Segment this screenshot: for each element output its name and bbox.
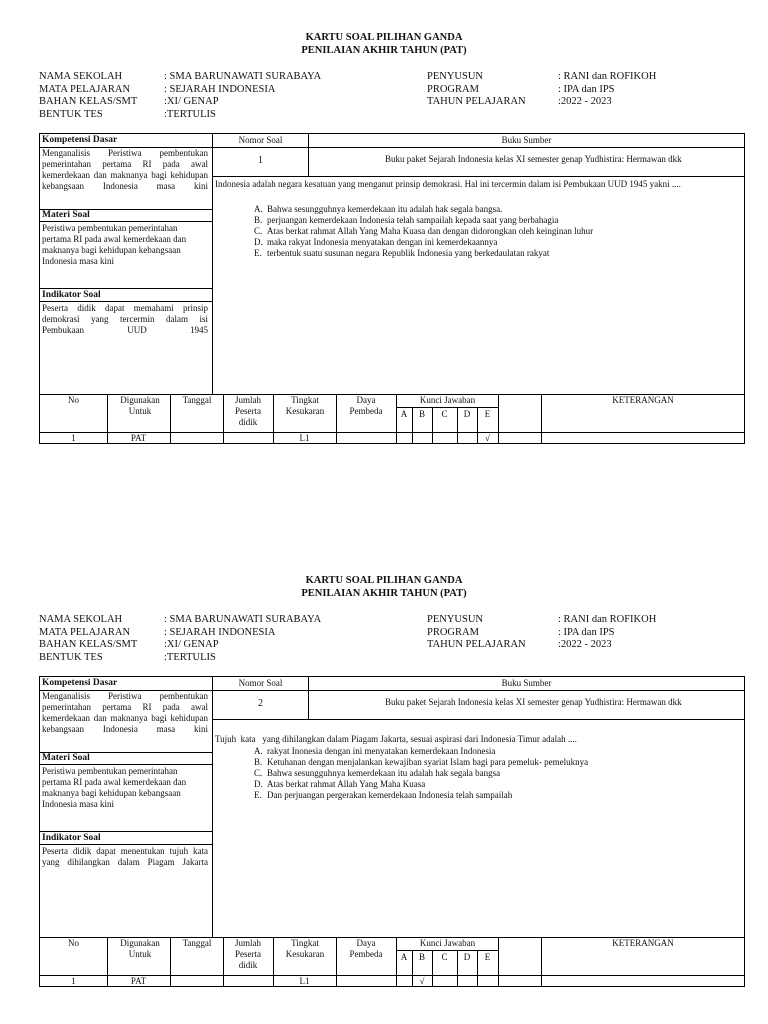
tahun-pelajaran-label: TAHUN PELAJARAN	[427, 639, 526, 650]
footer-tingkat-kesukaran: Tingkat Kesukaran	[285, 395, 325, 416]
materi-soal-text: Peristiwa pembentukan pemerintahan pertama RI pada awal kemerdekaan dan maknanya bagi kehidupan kebangsaan Indonesia masa kini	[42, 766, 187, 809]
question-card-2	[0, 543, 768, 1003]
row-no: 1	[71, 976, 76, 986]
mata-pelajaran-value: : SEJARAH INDONESIA	[164, 84, 276, 95]
option-e: E. terbentuk suatu susunan negara Republik Indonesia yang berkedaulatan rakyat	[254, 248, 550, 258]
buku-sumber-heading: Buku Sumber	[501, 678, 552, 688]
indikator-soal-heading: Indikator Soal	[42, 290, 101, 300]
footer-tanggal: Tanggal	[182, 938, 212, 948]
kunci-b: B	[418, 409, 425, 419]
bahan-kelas-label: BAHAN KELAS/SMT	[39, 96, 138, 107]
mata-pelajaran-label: MATA PELAJARAN	[39, 84, 131, 95]
question-table	[39, 676, 745, 987]
option-d: D. Atas berkat rahmat Allah Yang Maha Kuasa	[254, 779, 426, 789]
kompetensi-dasar-text: Menganalisis Peristiwa pembentukan pemerintahan pertama RI pada awal kemerdekaan dan maknanya bagi kehidupan kebangsaan Indonesia masa kini	[42, 691, 208, 734]
footer-tanggal: Tanggal	[182, 395, 212, 405]
footer-keterangan: KETERANGAN	[612, 938, 674, 948]
nama-sekolah-label: NAMA SEKOLAH	[39, 71, 123, 82]
buku-sumber-value: Buku paket Sejarah Indonesia kelas XI semester genap Yudhistira: Hermawan dkk	[385, 154, 682, 164]
footer-daya-pembeda: Daya Pembeda	[349, 938, 383, 959]
row-answer-check: √	[485, 433, 490, 443]
indikator-soal-heading: Indikator Soal	[42, 833, 101, 843]
kunci-d: D	[463, 952, 471, 962]
kunci-a: A	[400, 952, 408, 962]
penyusun-value: : RANI dan ROFIKOH	[558, 71, 657, 82]
kompetensi-dasar-text: Menganalisis Peristiwa pembentukan pemerintahan pertama RI pada awal kemerdekaan dan maknanya bagi kehidupan kebangsaan Indonesia masa kini	[42, 148, 208, 191]
bentuk-tes-value: :TERTULIS	[164, 652, 216, 663]
nomor-soal-value: 2	[258, 698, 263, 709]
tahun-pelajaran-value: :2022 - 2023	[558, 96, 612, 107]
bahan-kelas-label: BAHAN KELAS/SMT	[39, 639, 138, 650]
nomor-soal-heading: Nomor Soal	[238, 135, 283, 145]
footer-tingkat-kesukaran: Tingkat Kesukaran	[285, 938, 325, 959]
tahun-pelajaran-label: TAHUN PELAJARAN	[427, 96, 526, 107]
footer-kunci-jawaban: Kunci Jawaban	[419, 938, 476, 948]
kunci-d: D	[463, 409, 471, 419]
kompetensi-dasar-heading: Kompetensi Dasar	[42, 678, 118, 688]
nama-sekolah-label: NAMA SEKOLAH	[39, 614, 123, 625]
option-c: C. Atas berkat rahmat Allah Yang Maha Kuasa dan dengan didorongkan oleh keinginan luhur	[254, 226, 594, 236]
footer-jumlah-peserta: Jumlah Peserta didik	[235, 938, 261, 970]
mata-pelajaran-label: MATA PELAJARAN	[39, 627, 131, 638]
option-d: D. maka rakyat Indonesia menyatakan dengan ini kemerdekaannya	[254, 237, 498, 247]
row-tingkat: L1	[299, 433, 310, 443]
program-label: PROGRAM	[427, 627, 479, 638]
bentuk-tes-value: :TERTULIS	[164, 109, 216, 120]
option-b: B. Ketuhanan dengan menjalankan kewajiban syariat Islam bagi para pemeluk- pemeluknya	[254, 757, 589, 767]
row-no: 1	[71, 433, 76, 443]
mata-pelajaran-value: : SEJARAH INDONESIA	[164, 627, 276, 638]
kunci-e: E	[484, 952, 491, 962]
card-title: KARTU SOAL PILIHAN GANDA	[305, 575, 463, 586]
footer-jumlah-peserta: Jumlah Peserta didik	[235, 395, 261, 427]
materi-soal-heading: Materi Soal	[42, 210, 90, 220]
materi-soal-text: Peristiwa pembentukan pemerintahan pertama RI pada awal kemerdekaan dan maknanya bagi kehidupan kebangsaan Indonesia masa kini	[42, 223, 187, 266]
tahun-pelajaran-value: :2022 - 2023	[558, 639, 612, 650]
penyusun-label: PENYUSUN	[427, 614, 484, 625]
indikator-soal-text: Peserta didik dapat menentukan tujuh kata yang dihilangkan dalam Piagam Jakarta	[42, 846, 208, 867]
nomor-soal-value: 1	[258, 155, 263, 166]
question-text: Tujuh kata yang dihilangkan dalam Piagam Jakarta, sesuai aspirasi dari Indonesia Timur adalah ....	[215, 734, 577, 744]
bahan-kelas-value: :XI/ GENAP	[164, 96, 219, 107]
row-tingkat: L1	[299, 976, 310, 986]
penyusun-value: : RANI dan ROFIKOH	[558, 614, 657, 625]
row-digunakan: PAT	[130, 976, 147, 986]
card-subtitle: PENILAIAN AKHIR TAHUN (PAT)	[301, 588, 467, 599]
indikator-soal-text: Peserta didik dapat memahami prinsip demokrasi yang tercermin dalam isi Pembukaan UUD 1945	[42, 303, 208, 335]
answer-options	[254, 204, 734, 259]
program-label: PROGRAM	[427, 84, 479, 95]
buku-sumber-heading: Buku Sumber	[501, 135, 552, 145]
footer-keterangan: KETERANGAN	[612, 395, 674, 405]
nama-sekolah-value: : SMA BARUNAWATI SURABAYA	[164, 614, 322, 625]
option-e: E. Dan perjuangan pergerakan kemerdekaan Indonesia telah sampailah	[254, 790, 513, 800]
materi-soal-heading: Materi Soal	[42, 753, 90, 763]
footer-no: No	[68, 938, 79, 948]
footer-digunakan-untuk: Digunakan Untuk	[120, 938, 160, 959]
nomor-soal-heading: Nomor Soal	[238, 678, 283, 688]
kunci-c: C	[441, 952, 448, 962]
nama-sekolah-value: : SMA BARUNAWATI SURABAYA	[164, 71, 322, 82]
question-table	[39, 133, 745, 444]
card-title: KARTU SOAL PILIHAN GANDA	[305, 32, 463, 43]
question-text: Indonesia adalah negara kesatuan yang menganut prinsip demokrasi. Hal ini tercermin dalam isi Pembukaan UUD 1945 yakni ....	[215, 179, 681, 189]
bentuk-tes-label: BENTUK TES	[39, 109, 103, 120]
footer-daya-pembeda: Daya Pembeda	[349, 395, 383, 416]
card-subtitle: PENILAIAN AKHIR TAHUN (PAT)	[301, 45, 467, 56]
option-c: C. Bahwa sesungguhnya kemerdekaan itu adalah hak segala bangsa	[254, 768, 501, 778]
bahan-kelas-value: :XI/ GENAP	[164, 639, 219, 650]
kunci-a: A	[400, 409, 408, 419]
option-a: A. Bahwa sesungguhnya kemerdekaan itu adalah hak segala bangsa.	[254, 204, 503, 214]
kompetensi-dasar-heading: Kompetensi Dasar	[42, 135, 118, 145]
row-answer-check: √	[419, 976, 425, 986]
kunci-c: C	[441, 409, 448, 419]
footer-kunci-jawaban: Kunci Jawaban	[419, 395, 476, 405]
program-value: : IPA dan IPS	[558, 627, 615, 638]
bentuk-tes-label: BENTUK TES	[39, 652, 103, 663]
footer-digunakan-untuk: Digunakan Untuk	[120, 395, 160, 416]
option-a: A. rakyat Inonesia dengan ini menyatakan kemerdekaan Indonesia	[254, 746, 496, 756]
answer-options	[254, 746, 734, 801]
penyusun-label: PENYUSUN	[427, 71, 484, 82]
program-value: : IPA dan IPS	[558, 84, 615, 95]
question-card-1	[0, 0, 768, 460]
kunci-b: B	[418, 952, 425, 962]
row-digunakan: PAT	[130, 433, 147, 443]
kunci-e: E	[484, 409, 491, 419]
option-b: B. perjuangan kemerdekaan Indonesia telah sampailah kepada saat yang berbahagia	[254, 215, 559, 225]
buku-sumber-value: Buku paket Sejarah Indonesia kelas XI semester genap Yudhistira: Hermawan dkk	[385, 697, 682, 707]
footer-no: No	[68, 395, 79, 405]
